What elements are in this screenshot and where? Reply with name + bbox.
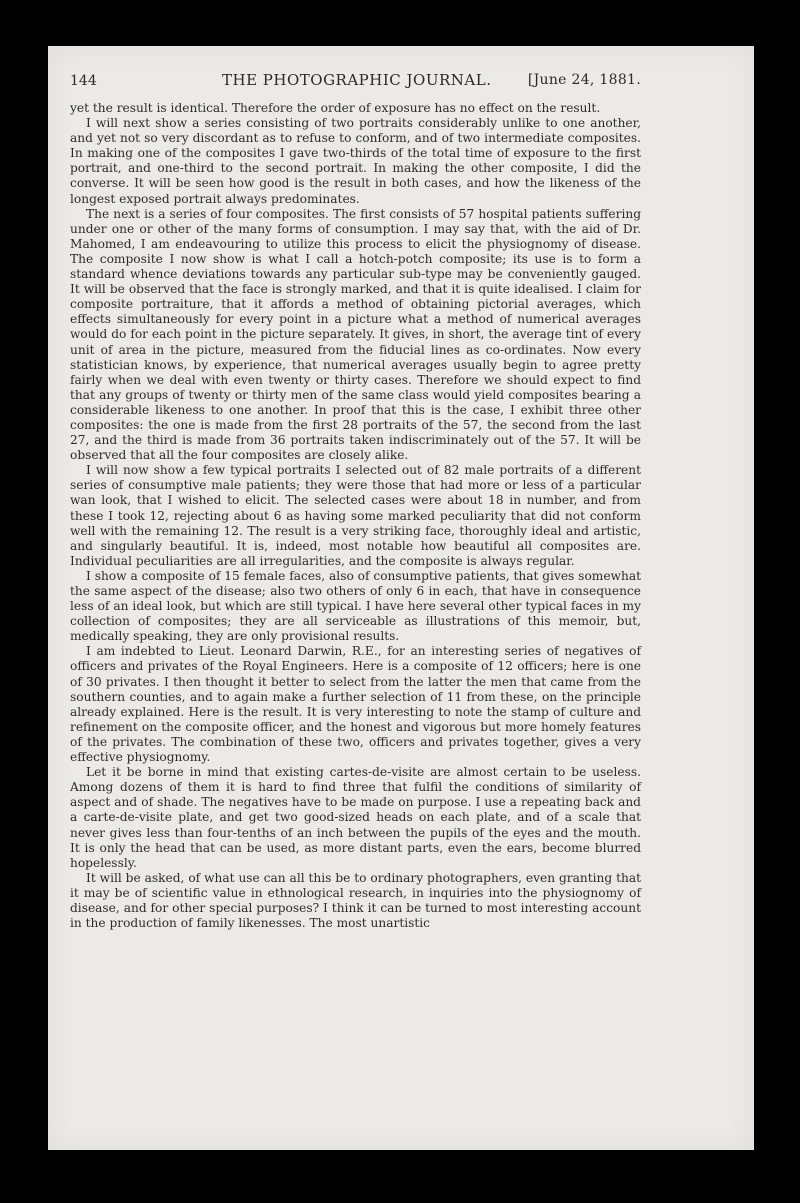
paragraph: I will now show a few typical portraits I selected out of 82 male portraits of a different series of consumptive male patients; they were those that had more or less of a particular wan look, that I wished to elicit. The selected cases were about 18 in number, and from these I took 12, rejecting about 6 as having some marked peculiarity that did not conform well with the remaining 12. The result is a very striking face, thoroughly ideal and artistic, and singularly beautiful. It is, indeed, most notable how beautiful all composites are. Individual peculiarities are all irregularities, and the composite is always regular. (70, 463, 641, 568)
paragraph: I show a composite of 15 female faces, also of consumptive patients, that gives somewhat the same aspect of the disease; also two others of only 6 in each, that have in consequence less of an ideal look, but which are still typical. I have here several other typical faces in my collection of composites; they are all serviceable as illustrations of this memoir, but, medically speaking, they are only provisional results. (70, 568, 641, 644)
article-body (70, 101, 641, 931)
paragraph: Let it be borne in mind that existing cartes-de-visite are almost certain to be useless. Among dozens of them it is hard to find three that fulfil the conditions of similarity of aspect and of shade. The negatives have to be made on purpose. I use a repeating back and a carte-de-visite plate, and get two good-sized heads on each plate, and of a scale that never gives less than four-tenths of an inch between the pupils of the eyes and the mouth. It is only the head that can be used, as more distant parts, even the ears, become blurred hopelessly. (70, 765, 641, 870)
paragraph: yet the result is identical. Therefore the order of exposure has no effect on the result. (70, 101, 601, 115)
page-header (70, 71, 641, 91)
paragraph: It will be asked, of what use can all this be to ordinary photographers, even granting that it may be of scientific value in ethnological research, in inquiries into the physiognomy of disease, and for other special purposes? I think it can be turned to most interesting account in the production of family likenesses. The most unartistic (70, 870, 641, 931)
issue-date: [June 24, 1881. (527, 72, 641, 88)
paragraph: I will next show a series consisting of two portraits considerably unlike to one another, and yet not so very discordant as to refuse to conform, and of two intermediate composites. In making one of the composites I gave two-thirds of the total time of exposure to the first portrait, and one-third to the second portrait. In making the other composite, I did the converse. It will be seen how good is the result in both cases, and how the likeness of the longest exposed portrait always predominates. (70, 116, 641, 206)
page-number: 144 (70, 73, 97, 89)
paragraph: I am indebted to Lieut. Leonard Darwin, R.E., for an interesting series of negatives of officers and privates of the Royal Engineers. Here is a composite of 12 officers; here is one of 30 privates. I then thought it better to select from the latter the men that came from the southern counties, and to again make a further selection of 11 from these, on the principle already explained. Here is the result. It is very interesting to note the stamp of culture and refinement on the composite officer, and the honest and vigorous but more homely features of the privates. The combination of these two, officers and privates together, gives a very effective physiognomy. (70, 644, 641, 765)
paragraph: The next is a series of four composites. The first consists of 57 hospital patients suffering under one or other of the many forms of consumption. I may say that, with the aid of Dr. Mahomed, I am endeavouring to utilize this process to elicit the physiognomy of disease. The composite I now show is what I call a hotch-potch composite; its use is to form a standard whence deviations towards any particular sub-type may be conveniently gauged. It will be observed that the face is strongly marked, and that it is quite idealised. I claim for composite portraiture, that it affords a method of obtaining pictorial averages, which effects simultaneously for every point in a picture what a method of numerical averages would do for each point in the picture separately. It gives, in short, the average tint of every unit of area in the picture, measured from the fiducial lines as co-ordinates. Now every statistician knows, by experience, that numerical averages usually begin to agree pretty fairly when we deal with even twenty or thirty cases. Therefore we should expect to find that any groups of twenty or thirty men of the same class would yield composites bearing a considerable likeness to one another. In proof that this is the case, I exhibit three other composites: the one is made from the first 28 portraits of the 57, the second from the last 27, and the third is made from 36 portraits taken indiscriminately out of the 57. It will be observed that all the four composites are closely alike. (70, 206, 641, 463)
running-title: THE PHOTOGRAPHIC JOURNAL. (222, 71, 492, 89)
